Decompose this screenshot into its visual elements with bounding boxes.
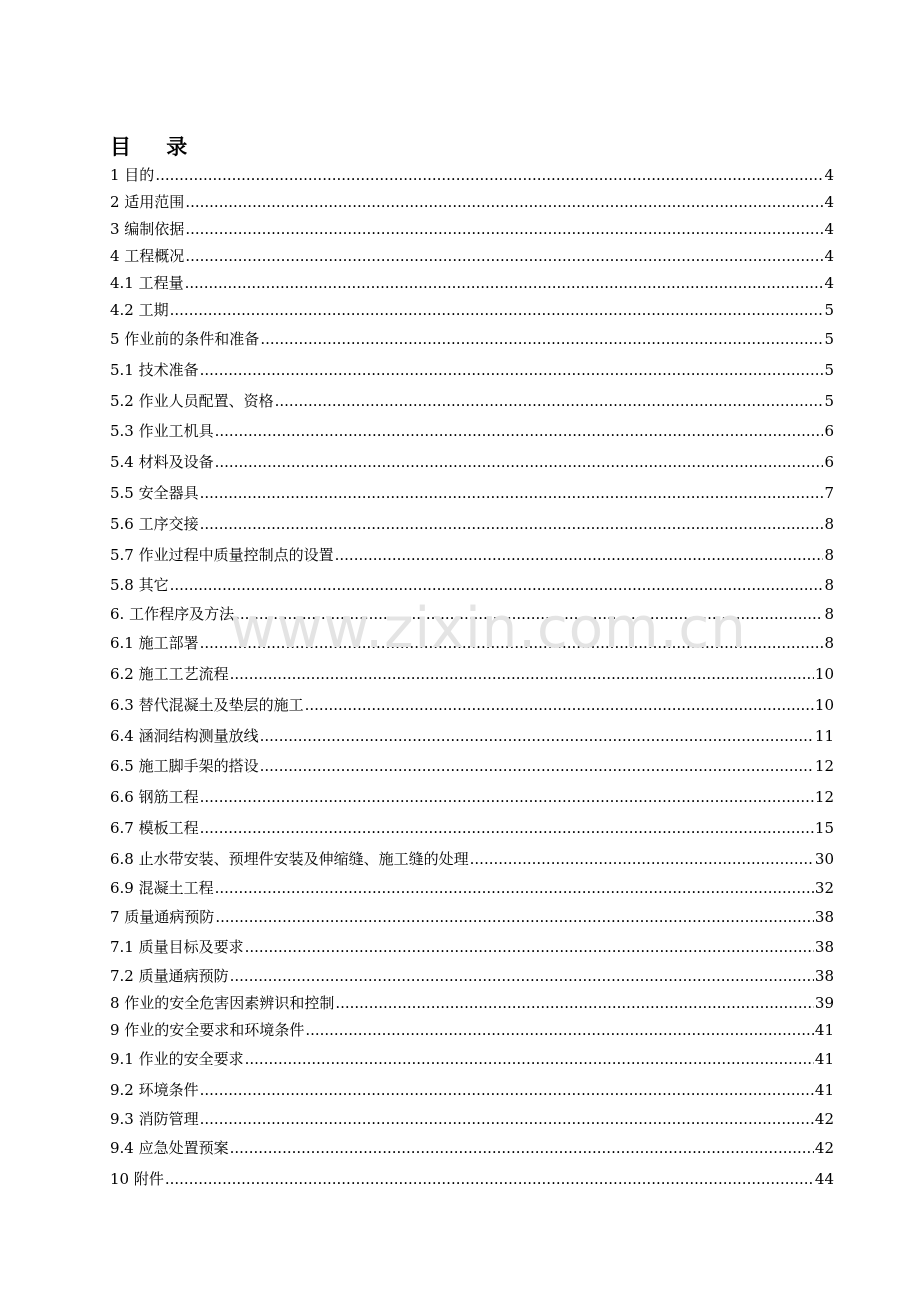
toc-entry[interactable] <box>110 1075 834 1106</box>
toc-leader-dots <box>260 324 823 355</box>
toc-entry-page: 32 <box>814 878 834 897</box>
toc-entry-page: 5 <box>824 391 834 410</box>
toc-entry-page: 12 <box>814 757 834 776</box>
toc-entry[interactable] <box>110 1044 834 1075</box>
toc-entry-label: 5.5 安全器具 <box>110 483 199 502</box>
toc-leader-dots <box>275 386 824 417</box>
toc-entry[interactable] <box>110 902 834 933</box>
toc-entry-label: 9.4 应急处置预案 <box>110 1138 229 1157</box>
toc-entry-label: 6.4 涵洞结构测量放线 <box>110 726 259 745</box>
toc-entry-label: 6.6 钢筋工程 <box>110 788 199 807</box>
toc-entry-label: 4.1 工程量 <box>110 274 184 292</box>
toc-entry-label: 9.1 作业的安全要求 <box>110 1050 244 1069</box>
toc-entry-label: 8 作业的安全危害因素辨识和控制 <box>110 994 335 1013</box>
toc-entry-label: 9 作业的安全要求和环境条件 <box>110 1021 305 1040</box>
toc-entry[interactable] <box>110 601 834 628</box>
toc-entry-label: 3 编制依据 <box>110 220 185 238</box>
toc-entry[interactable] <box>110 386 834 417</box>
toc-entry-page: 41 <box>814 1021 834 1040</box>
toc-entry-page: 11 <box>814 726 834 745</box>
toc-entry[interactable] <box>110 721 834 752</box>
toc-entry-page: 4 <box>824 247 834 265</box>
toc-entry[interactable] <box>110 447 834 478</box>
toc-title: 目 录 <box>110 134 202 159</box>
toc-leader-dots <box>200 782 814 813</box>
toc-leader-dots <box>200 1075 814 1106</box>
toc-entry[interactable] <box>110 813 834 844</box>
toc-entry-label: 7.1 质量目标及要求 <box>110 938 244 957</box>
toc-entry[interactable] <box>110 540 834 571</box>
toc-entry-page: 30 <box>814 849 834 868</box>
toc-entry-page: 4 <box>824 274 834 292</box>
toc-list <box>110 162 834 1194</box>
toc-entry[interactable] <box>110 297 834 324</box>
toc-entry[interactable] <box>110 1164 834 1195</box>
toc-entry-label: 6. 工作程序及方法 <box>110 605 235 624</box>
toc-entry-label: 5.1 技术准备 <box>110 360 199 379</box>
toc-entry-label: 6.3 替代混凝土及垫层的施工 <box>110 695 304 714</box>
toc-leader-dots <box>260 751 814 782</box>
toc-entry-page: 38 <box>814 907 834 926</box>
toc-entry-page: 8 <box>824 634 834 653</box>
toc-entry-page: 12 <box>814 788 834 807</box>
toc-entry[interactable] <box>110 659 834 690</box>
toc-leader-dots <box>215 902 814 933</box>
toc-entry-page: 41 <box>814 1080 834 1099</box>
toc-entry-label: 5 作业前的条件和准备 <box>110 330 260 348</box>
toc-entry-label: 5.6 工序交接 <box>110 514 199 533</box>
toc-entry-page: 5 <box>824 360 834 379</box>
toc-entry-page: 42 <box>814 1138 834 1157</box>
toc-entry-label: 1 目的 <box>110 166 155 184</box>
toc-entry-page: 5 <box>824 330 834 348</box>
toc-entry[interactable] <box>110 990 834 1017</box>
toc-entry[interactable] <box>110 751 834 782</box>
toc-leader-dots <box>235 601 823 628</box>
toc-leader-dots <box>200 1106 814 1133</box>
toc-leader-dots <box>170 297 824 324</box>
toc-leader-dots <box>305 1017 814 1044</box>
toc-leader-dots <box>335 990 814 1017</box>
toc-entry-label: 9.3 消防管理 <box>110 1109 199 1128</box>
toc-entry-page: 41 <box>814 1050 834 1069</box>
toc-entry[interactable] <box>110 216 834 243</box>
toc-entry-label: 7 质量通病预防 <box>110 907 215 926</box>
toc-entry-label: 6.1 施工部署 <box>110 634 199 653</box>
toc-entry-label: 6.2 施工工艺流程 <box>110 664 229 683</box>
toc-entry-label: 4.2 工期 <box>110 301 169 319</box>
toc-leader-dots <box>155 162 823 189</box>
toc-entry[interactable] <box>110 1106 834 1133</box>
toc-leader-dots <box>200 509 824 540</box>
toc-leader-dots <box>170 570 824 601</box>
toc-entry[interactable] <box>110 162 834 189</box>
toc-entry-page: 44 <box>814 1169 834 1188</box>
toc-entry[interactable] <box>110 355 834 386</box>
toc-entry[interactable] <box>110 478 834 509</box>
toc-entry-label: 5.8 其它 <box>110 576 169 595</box>
toc-entry[interactable] <box>110 570 834 601</box>
toc-leader-dots <box>185 189 823 216</box>
toc-leader-dots <box>200 355 824 386</box>
toc-entry-page: 38 <box>814 938 834 957</box>
toc-leader-dots <box>185 216 823 243</box>
toc-leader-dots <box>215 447 824 478</box>
toc-entry-label: 10 附件 <box>110 1169 164 1188</box>
toc-entry[interactable] <box>110 243 834 270</box>
toc-entry-page: 8 <box>824 545 834 564</box>
toc-entry[interactable] <box>110 1017 834 1044</box>
toc-leader-dots <box>215 416 824 447</box>
toc-entry-label: 6.5 施工脚手架的搭设 <box>110 757 259 776</box>
toc-leader-dots <box>260 721 814 752</box>
toc-leader-dots <box>470 844 814 875</box>
toc-entry[interactable] <box>110 875 834 902</box>
toc-leader-dots <box>185 270 824 297</box>
toc-leader-dots <box>200 628 824 659</box>
toc-leader-dots <box>200 813 814 844</box>
toc-leader-dots <box>215 875 814 902</box>
toc-entry-page: 8 <box>824 605 834 624</box>
toc-entry-label: 5.2 作业人员配置、资格 <box>110 391 274 410</box>
toc-entry-page: 42 <box>814 1109 834 1128</box>
toc-entry-label: 4 工程概况 <box>110 247 185 265</box>
toc-leader-dots <box>200 478 824 509</box>
toc-entry[interactable] <box>110 270 834 297</box>
toc-entry-page: 10 <box>814 664 834 683</box>
toc-entry-page: 5 <box>824 301 834 319</box>
toc-entry-page: 6 <box>824 422 834 441</box>
toc-leader-dots <box>185 243 823 270</box>
toc-entry-page: 38 <box>814 967 834 986</box>
toc-entry-page: 7 <box>824 483 834 502</box>
toc-entry-page: 4 <box>824 220 834 238</box>
toc-entry-page: 6 <box>824 453 834 472</box>
toc-entry[interactable] <box>110 690 834 721</box>
toc-entry-label: 5.3 作业工机具 <box>110 422 214 441</box>
toc-entry[interactable] <box>110 932 834 963</box>
toc-entry-label: 9.2 环境条件 <box>110 1080 199 1099</box>
toc-leader-dots <box>245 1044 814 1075</box>
toc-entry-label: 2 适用范围 <box>110 193 185 211</box>
toc-leader-dots <box>230 1133 814 1164</box>
toc-entry-page: 8 <box>824 514 834 533</box>
toc-leader-dots <box>305 690 814 721</box>
toc-leader-dots <box>230 659 814 690</box>
toc-entry-label: 6.8 止水带安装、预埋件安装及伸缩缝、施工缝的处理 <box>110 849 469 868</box>
toc-entry[interactable] <box>110 782 834 813</box>
toc-entry-page: 8 <box>824 576 834 595</box>
toc-leader-dots <box>230 963 814 990</box>
toc-entry[interactable] <box>110 844 834 875</box>
toc-leader-dots <box>245 932 814 963</box>
toc-leader-dots <box>335 540 824 571</box>
toc-entry[interactable] <box>110 189 834 216</box>
toc-entry[interactable] <box>110 509 834 540</box>
toc-entry-label: 6.9 混凝土工程 <box>110 878 214 897</box>
toc-entry-label: 5.7 作业过程中质量控制点的设置 <box>110 545 334 564</box>
toc-entry-label: 6.7 模板工程 <box>110 818 199 837</box>
toc-entry[interactable] <box>110 628 834 659</box>
watermark-text: www.zixin.com.cn <box>230 596 747 661</box>
toc-entry-page: 15 <box>814 818 834 837</box>
toc-entry[interactable] <box>110 324 834 355</box>
toc-leader-dots <box>165 1164 814 1195</box>
toc-entry-label: 7.2 质量通病预防 <box>110 967 229 986</box>
toc-entry-page: 4 <box>824 166 834 184</box>
toc-entry-page: 10 <box>814 695 834 714</box>
toc-entry-page: 39 <box>814 994 834 1013</box>
toc-entry-label: 5.4 材料及设备 <box>110 453 214 472</box>
toc-entry[interactable] <box>110 963 834 990</box>
toc-entry-page: 4 <box>824 193 834 211</box>
toc-entry[interactable] <box>110 416 834 447</box>
toc-entry[interactable] <box>110 1133 834 1164</box>
